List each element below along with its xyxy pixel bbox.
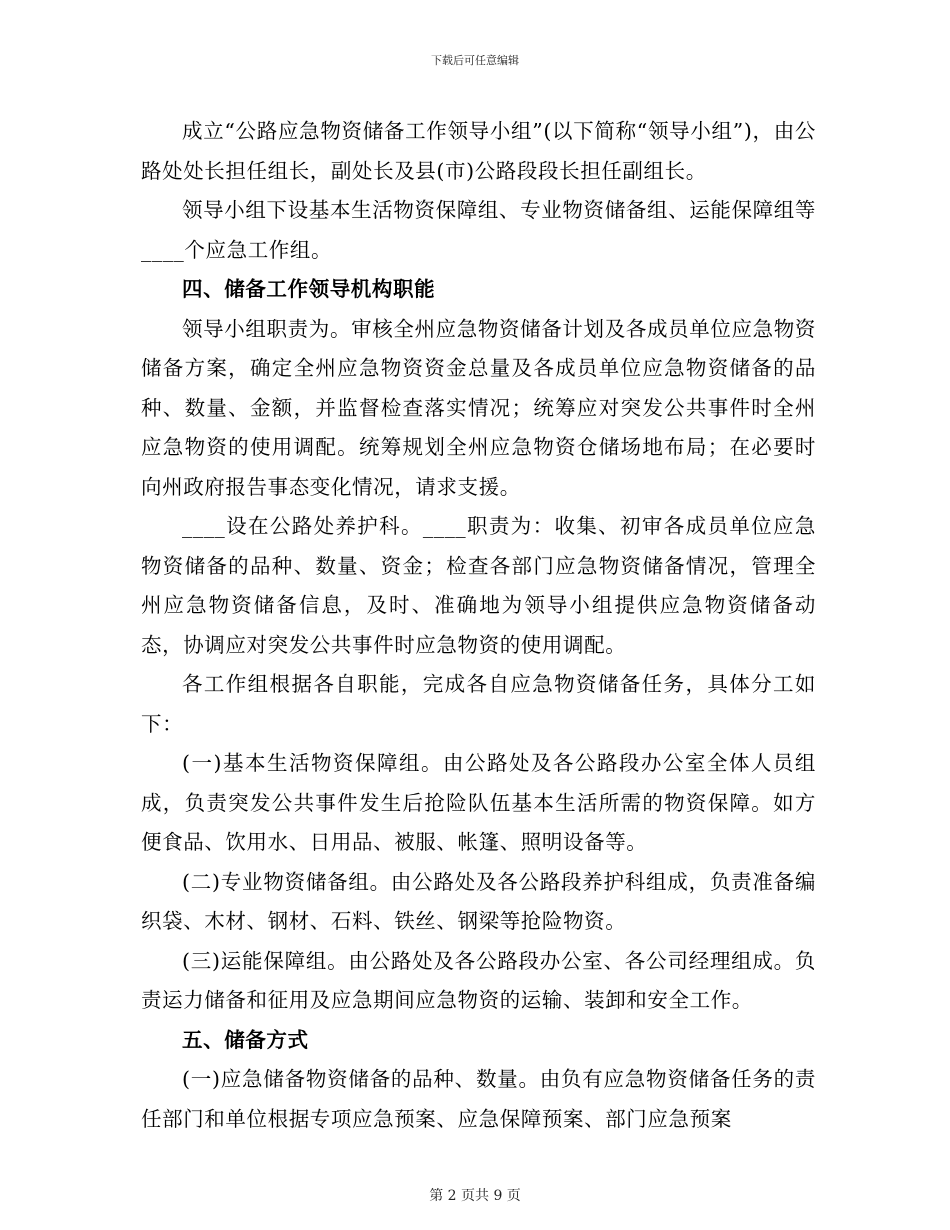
page-header: 下载后可任意编辑	[431, 54, 519, 67]
paragraph-working-groups: 领导小组下设基本生活物资保障组、专业物资储备组、运能保障组等____个应急工作组。	[141, 198, 816, 262]
paragraph-storage-varieties: (一)应急储备物资储备的品种、数量。由负有应急物资储备任务的责任部门和单位根据专项应急预案、应急保障预案、部门应急预案	[141, 1067, 816, 1131]
section-heading-5: 五、储备方式	[182, 1027, 309, 1052]
paragraph-leading-group-duties: 领导小组职责为。审核全州应急物资储备计划及各成员单位应急物资储备方案，确定全州应急物资资金总量及各成员单位应急物资储备的品种、数量、金额，并监督检查落实情况；统筹应对突发公共事件时全州应急物资的使用调配。统筹规划全州应急物资仓储场地布局；在必要时向州政府报告事态变化情况，请求支援。	[141, 316, 816, 499]
paragraph-office-duties: ____设在公路处养护科。____职责为：收集、初审各成员单位应急物资储备的品种、数量、资金；检查各部门应急物资储备情况，管理全州应急物资储备信息，及时、准确地为领导小组提供应急物资储备动态，协调应对突发公共事件时应急物资的使用调配。	[141, 514, 816, 657]
paragraph-group-3: (三)运能保障组。由公路处及各公路段办公室、各公司经理组成。负责运力储备和征用及应急期间应急物资的运输、装卸和安全工作。	[141, 948, 816, 1012]
paragraph-group-1: (一)基本生活物资保障组。由公路处及各公路段办公室全体人员组成，负责突发公共事件发生后抢险队伍基本生活所需的物资保障。如方便食品、饮用水、日用品、被服、帐篷、照明设备等。	[141, 751, 816, 854]
page-footer: 第 2 页共 9 页	[429, 1188, 521, 1204]
paragraph-group-2: (二)专业物资储备组。由公路处及各公路段养护科组成，负责准备编织袋、木材、钢材、石料、铁丝、钢梁等抢险物资。	[141, 869, 816, 933]
paragraph-leading-group-setup: 成立“公路应急物资储备工作领导小组”(以下简称“领导小组”)，由公路处处长担任组长，副处长及县(市)公路段段长担任副组长。	[141, 119, 816, 183]
document-body	[141, 112, 816, 1139]
section-heading-4: 四、储备工作领导机构职能	[182, 277, 436, 301]
paragraph-division-intro: 各工作组根据各自职能，完成各自应急物资储备任务，具体分工如下：	[141, 672, 816, 736]
